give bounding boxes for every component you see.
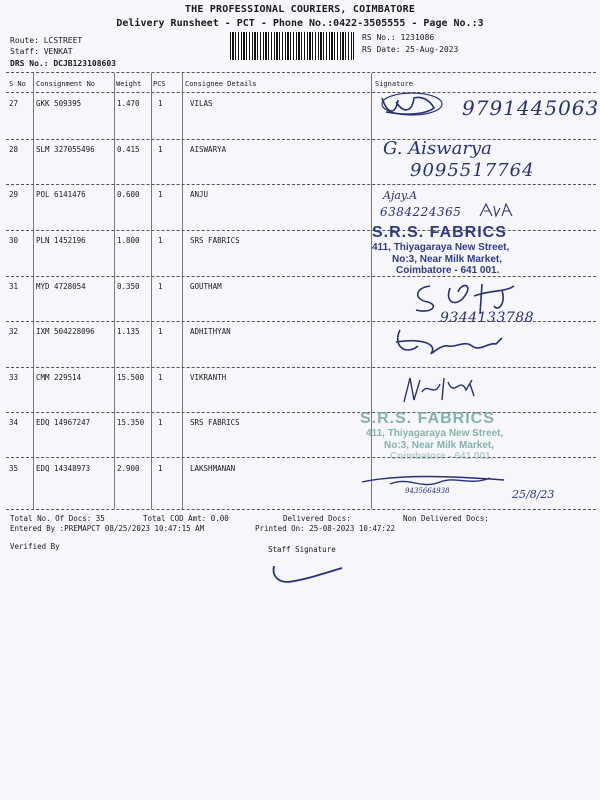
table-top-rule: [6, 72, 596, 73]
handwritten-phone: 9344133788: [440, 310, 535, 326]
staff-signature: [270, 560, 350, 586]
row-pcs: 1: [158, 190, 163, 199]
printed-on: Printed On: 25-08-2023 10:47:22: [255, 524, 395, 533]
handwritten-name: Ajay.A: [383, 189, 418, 202]
company-stamp-faded: [360, 410, 560, 463]
stamp-name: S.R.S. FABRICS: [372, 224, 507, 241]
signature-vilas: [378, 92, 448, 120]
row-consignee: GOUTHAM: [190, 282, 222, 291]
stamp-address-line: 411, Thiyagaraya New Street,: [366, 428, 504, 440]
rs-date: RS Date: 25-Aug-2023: [362, 45, 459, 54]
row-consignment: SLM 327055496: [36, 145, 95, 154]
row-pcs: 1: [158, 464, 163, 473]
row-weight: 0.350: [117, 282, 140, 291]
row-weight: 0.415: [117, 145, 140, 154]
stamp-address-line: No:3, Near Milk Market,: [392, 253, 503, 265]
table-bottom-rule: [6, 509, 596, 510]
row-pcs: 1: [158, 418, 163, 427]
row-pcs: 1: [158, 145, 163, 154]
row-consignee: SRS FABRICS: [190, 236, 240, 245]
row-weight: 15.500: [117, 373, 145, 382]
row-consignment: POL 6141476: [36, 190, 86, 199]
row-consignment: CMM 229514: [36, 373, 82, 382]
stamp-name: S.R.S. FABRICS: [360, 410, 495, 427]
row-consignment: GKK 509395: [36, 99, 82, 108]
row-sno: 32: [9, 327, 19, 336]
handwritten-phone: 9791445063: [462, 96, 600, 120]
table-header-rule: [6, 92, 596, 93]
row-consignee: VILAS: [190, 99, 213, 108]
col-header-sno: S No: [9, 80, 26, 88]
row-consignee: VIKRANTH: [190, 373, 227, 382]
handwritten-phone: 6384224365: [380, 205, 462, 219]
non-delivered-docs: Non Delivered Docs:: [403, 514, 489, 523]
rs-number: RS No.: 1231086: [362, 33, 435, 42]
row-weight: 1.800: [117, 236, 140, 245]
row-sno: 27: [9, 99, 19, 108]
row-sno: 35: [9, 464, 19, 473]
barcode: [230, 32, 354, 60]
row-weight: 15.350: [117, 418, 145, 427]
stamp-address-line: No:3, Near Milk Market,: [384, 439, 495, 451]
row-consignment: EDQ 14967247: [36, 418, 91, 427]
col-header-consignee: Consignee Details: [185, 80, 257, 88]
row-pcs: 1: [158, 99, 163, 108]
row-pcs: 1: [158, 327, 163, 336]
row-pcs: 1: [158, 373, 163, 382]
runsheet-subtitle: Delivery Runsheet - PCT - Phone No.:0422-3505555 - Page No.:3: [116, 18, 484, 29]
col-header-consignment: Consignment No: [36, 80, 96, 88]
row-consignment: EDQ 14348973: [36, 464, 91, 473]
row-consignee: SRS FABRICS: [190, 418, 240, 427]
row-consignee: ADHITHYAN: [190, 327, 231, 336]
row-consignment: MYD 4728054: [36, 282, 86, 291]
row-consignee: AISWARYA: [190, 145, 227, 154]
handwritten-name: G. Aiswarya: [383, 138, 492, 159]
col-header-weight: Weight: [116, 80, 142, 88]
company-stamp: [372, 224, 562, 277]
row-sno: 28: [9, 145, 19, 154]
route-label: Route: LCSTREET: [10, 36, 83, 45]
row-consignment: PLN 1452196: [36, 236, 86, 245]
signature-vikranth: [400, 372, 480, 406]
company-title: THE PROFESSIONAL COURIERS, COIMBATORE: [184, 4, 416, 15]
handwritten-phone: 9095517764: [410, 160, 535, 181]
col-header-pcs: PCS: [153, 80, 166, 88]
row-weight: 1.470: [117, 99, 140, 108]
row-weight: 1.135: [117, 327, 140, 336]
handwritten-phone: 9435664938: [405, 487, 450, 495]
stamp-address-line: 411, Thiyagaraya New Street,: [372, 242, 510, 254]
row-divider: [6, 367, 596, 368]
entered-by: Entered By :PREMAPCT 08/25/2023 10:47:15 AM: [10, 524, 205, 533]
total-docs: Total No. Of Docs: 35: [10, 514, 105, 523]
handwritten-date: 25/8/23: [512, 488, 555, 501]
row-sno: 31: [9, 282, 19, 291]
row-pcs: 1: [158, 282, 163, 291]
row-pcs: 1: [158, 236, 163, 245]
total-cod: Total COD Amt: 0.00: [143, 514, 229, 523]
row-sno: 30: [9, 236, 19, 245]
row-weight: 2.900: [117, 464, 140, 473]
row-divider: [6, 184, 596, 185]
row-weight: 0.600: [117, 190, 140, 199]
row-consignee: LAKSHMANAN: [190, 464, 236, 473]
row-sno: 33: [9, 373, 19, 382]
drs-number: DRS No.: DCJB123108603: [10, 59, 116, 68]
stamp-address-line: Coimbatore - 641 001.: [390, 451, 494, 463]
delivered-docs: Delivered Docs:: [283, 514, 351, 523]
staff-signature-label: Staff Signature: [268, 545, 336, 554]
col-header-signature: Signature: [375, 80, 413, 88]
row-divider: [6, 139, 596, 140]
signature-adhithyan: [392, 324, 512, 360]
verified-by: Verified By: [10, 542, 60, 551]
signature-anju: [478, 202, 518, 220]
row-sno: 29: [9, 190, 19, 199]
row-consignee: ANJU: [190, 190, 209, 199]
row-sno: 34: [9, 418, 19, 427]
stamp-address-line: Coimbatore - 641 001.: [396, 265, 500, 277]
row-consignment: IXM 504228096: [36, 327, 95, 336]
staff-label: Staff: VENKAT: [10, 47, 73, 56]
